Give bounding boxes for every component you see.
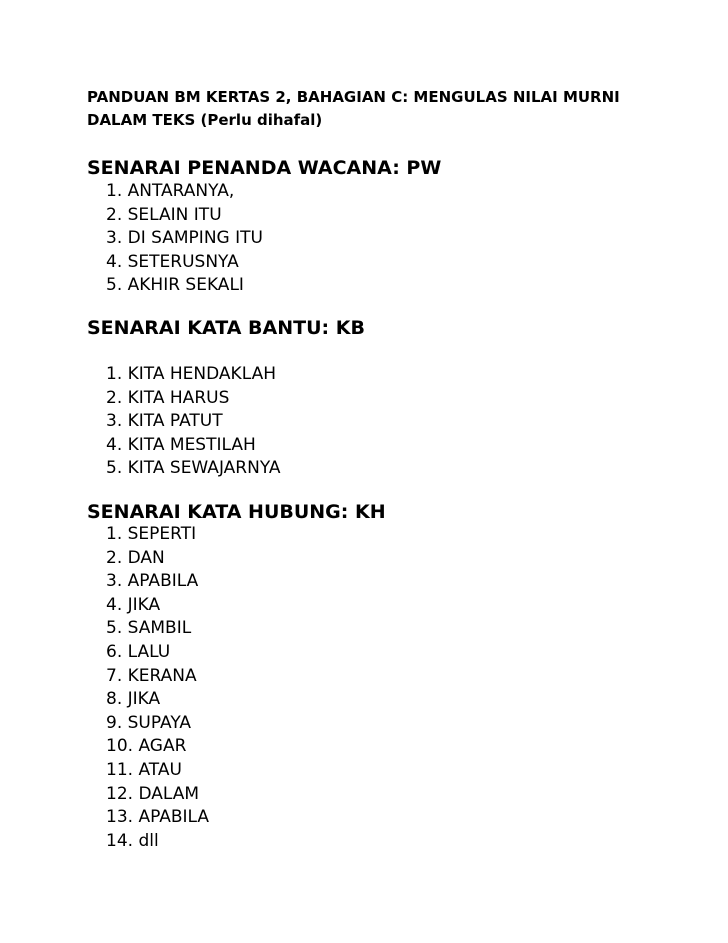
list-item-number: 5. xyxy=(106,458,123,479)
list-item xyxy=(106,547,209,571)
section-heading-kata-bantu: SENARAI KATA BANTU: KB xyxy=(87,317,365,339)
list-item-text: DAN xyxy=(127,547,165,568)
list-item-text: KITA SEWAJARNYA xyxy=(127,458,281,479)
list-item xyxy=(106,410,281,434)
list-item-text: AGAR xyxy=(138,736,187,757)
list-item-text: KERANA xyxy=(127,665,197,686)
document-title-line-1: PANDUAN BM KERTAS 2, BAHAGIAN C: MENGULAS NILAI MURNI xyxy=(87,88,620,106)
list-item-number: 2. xyxy=(106,547,123,568)
list-item xyxy=(106,665,209,689)
list-item-number: 1. xyxy=(106,181,123,201)
list-kata-hubung xyxy=(106,523,209,853)
list-item-number: 7. xyxy=(106,665,123,686)
list-item-text: SEPERTI xyxy=(127,524,197,544)
list-item-number: 6. xyxy=(106,641,123,662)
list-item-number: 11. xyxy=(106,759,134,780)
list-item-text: JIKA xyxy=(127,689,161,710)
list-item-number: 9. xyxy=(106,712,123,733)
list-item-text: LALU xyxy=(127,641,171,662)
list-item-text: DI SAMPING ITU xyxy=(127,228,263,249)
list-item-number: 1. xyxy=(106,364,123,384)
list-penanda-wacana xyxy=(106,180,263,298)
list-item-text: APABILA xyxy=(127,571,199,592)
list-item-text: KITA HENDAKLAH xyxy=(127,364,276,384)
list-item xyxy=(106,274,263,298)
list-item-number: 12. xyxy=(106,783,134,804)
document-title-line-2: DALAM TEKS (Perlu dihafal) xyxy=(87,111,323,129)
list-item xyxy=(106,227,263,251)
list-item xyxy=(106,688,209,712)
list-item-number: 3. xyxy=(106,411,123,432)
list-item-text: SUPAYA xyxy=(127,712,192,733)
list-item-number: 10. xyxy=(106,736,134,757)
list-item xyxy=(106,363,281,387)
list-item-number: 1. xyxy=(106,524,123,544)
list-item-text: SETERUSNYA xyxy=(127,251,239,272)
list-item-number: 13. xyxy=(106,807,134,828)
list-item-text: dll xyxy=(138,830,159,851)
list-item-text: ANTARANYA, xyxy=(127,181,235,201)
list-item xyxy=(106,641,209,665)
document-title xyxy=(87,86,687,132)
list-item-number: 5. xyxy=(106,618,123,639)
list-item-number: 5. xyxy=(106,275,123,296)
list-item-text: APABILA xyxy=(138,807,210,828)
list-item-text: ATAU xyxy=(138,759,182,780)
list-item xyxy=(106,434,281,458)
list-item-text: DALAM xyxy=(138,783,200,804)
list-item xyxy=(106,180,263,204)
list-item-text: SELAIN ITU xyxy=(127,204,222,225)
list-item-number: 3. xyxy=(106,228,123,249)
list-item-number: 14. xyxy=(106,830,134,851)
section-heading-kata-hubung: SENARAI KATA HUBUNG: KH xyxy=(87,501,386,523)
list-item xyxy=(106,806,209,830)
list-item xyxy=(106,457,281,481)
list-item xyxy=(106,251,263,275)
list-item-text: JIKA xyxy=(127,594,161,615)
list-item-text: SAMBIL xyxy=(127,618,192,639)
list-item xyxy=(106,617,209,641)
list-kata-bantu xyxy=(106,363,281,481)
list-item-number: 4. xyxy=(106,251,123,272)
list-item xyxy=(106,594,209,618)
list-item-text: KITA HARUS xyxy=(127,387,230,408)
list-item-number: 4. xyxy=(106,594,123,615)
list-item-text: AKHIR SEKALI xyxy=(127,275,244,296)
list-item-text: KITA PATUT xyxy=(127,411,223,432)
list-item xyxy=(106,387,281,411)
list-item xyxy=(106,759,209,783)
section-heading-penanda-wacana: SENARAI PENANDA WACANA: PW xyxy=(87,157,442,179)
list-item-number: 4. xyxy=(106,434,123,455)
list-item xyxy=(106,830,209,854)
list-item-number: 2. xyxy=(106,387,123,408)
list-item-text: KITA MESTILAH xyxy=(127,434,256,455)
list-item xyxy=(106,783,209,807)
list-item-number: 8. xyxy=(106,689,123,710)
list-item-number: 2. xyxy=(106,204,123,225)
list-item-number: 3. xyxy=(106,571,123,592)
list-item xyxy=(106,570,209,594)
list-item xyxy=(106,735,209,759)
list-item xyxy=(106,523,209,547)
list-item xyxy=(106,204,263,228)
list-item xyxy=(106,712,209,736)
